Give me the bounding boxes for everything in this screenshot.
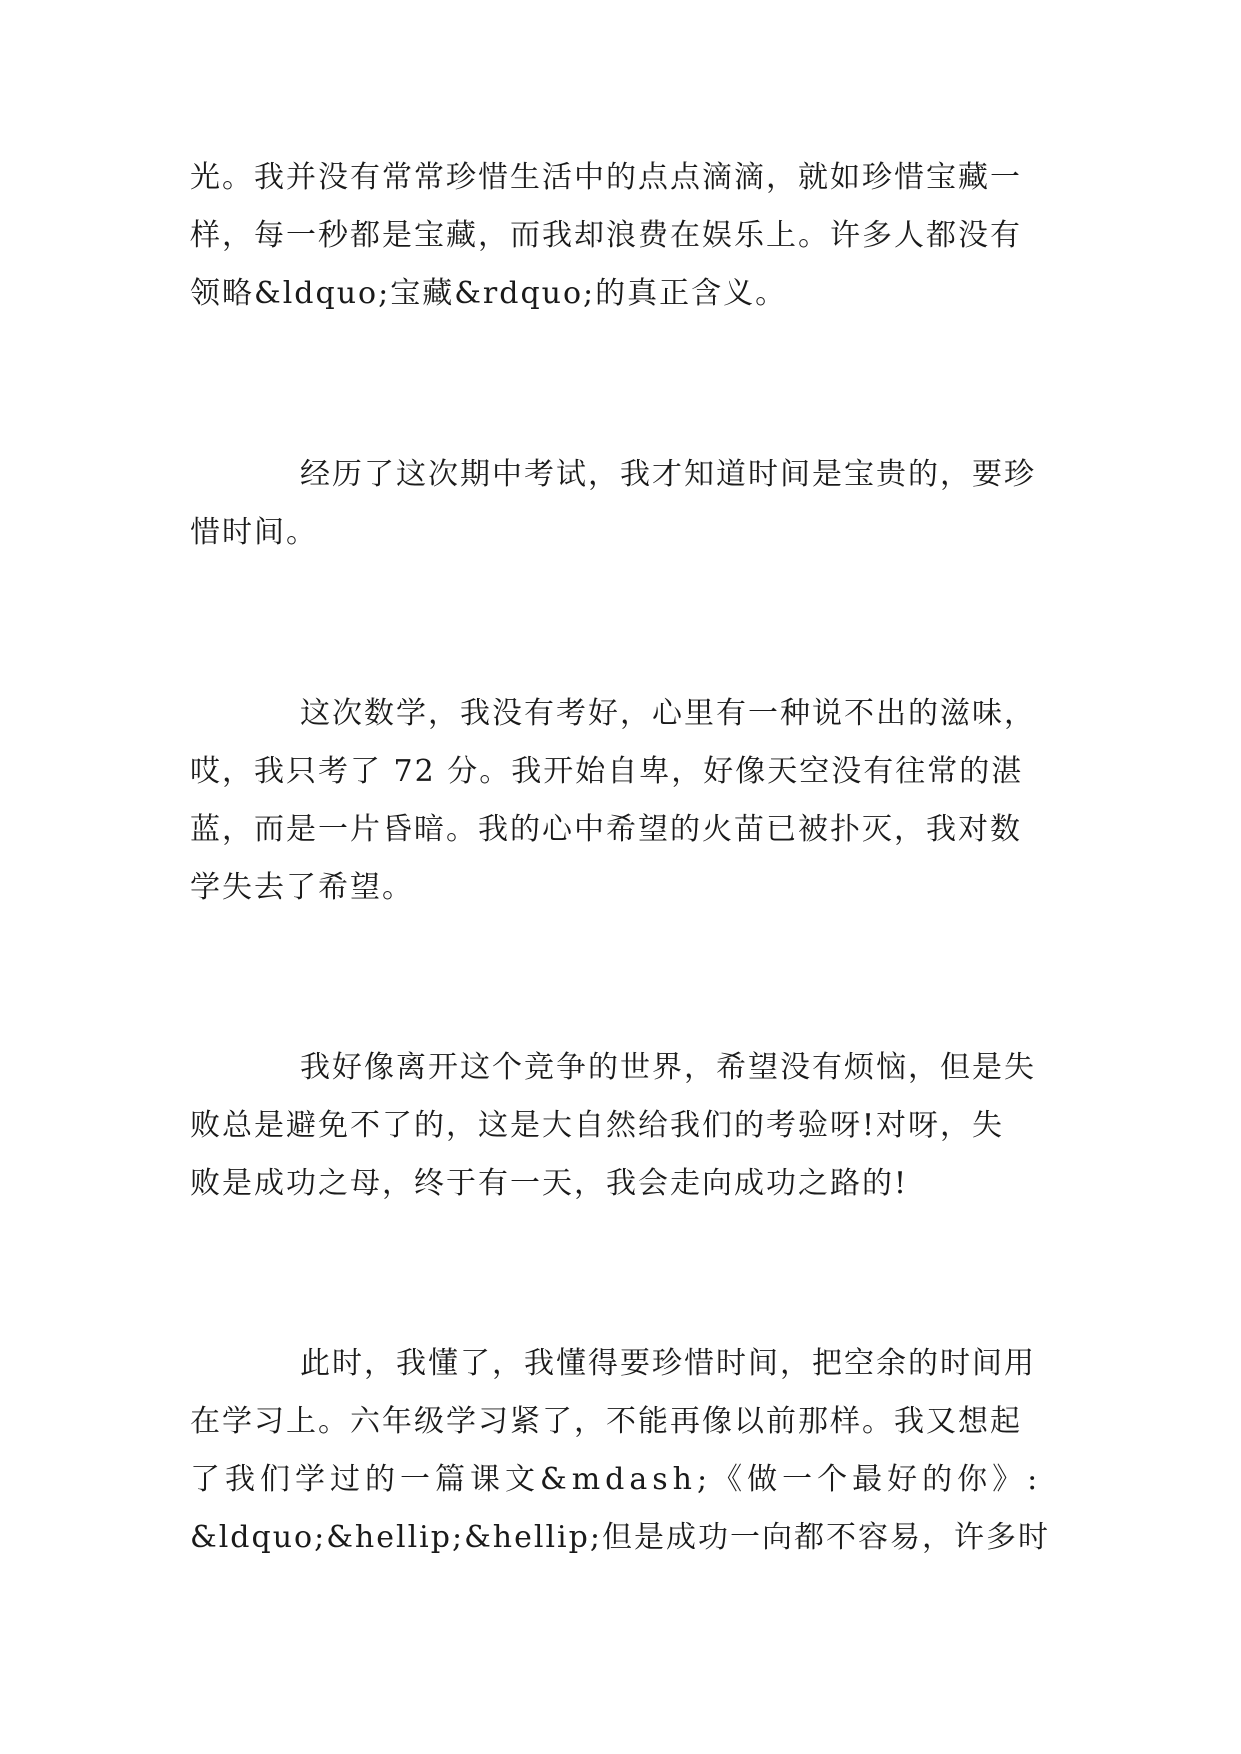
paragraph-2-line-1: 经历了这次期中考试，我才知道时间是宝贵的，要珍	[300, 457, 1036, 492]
paragraph-1-line-3: 领略&ldquo;宝藏&rdquo;的真正含义。	[190, 276, 788, 311]
paragraph-5-line-1: 此时，我懂了，我懂得要珍惜时间，把空余的时间用	[300, 1346, 1036, 1381]
paragraph-4-line-1: 我好像离开这个竞争的世界，希望没有烦恼，但是失	[300, 1050, 1036, 1085]
paragraph-4-line-3: 败是成功之母，终于有一天，我会走向成功之路的!	[190, 1166, 909, 1201]
paragraph-3-line-3: 蓝，而是一片昏暗。我的心中希望的火苗已被扑灭，我对数	[190, 812, 1022, 847]
paragraph-5-line-3: 了我们学过的一篇课文&mdash;《做一个最好的你》:	[190, 1462, 1043, 1497]
paragraph-5-line-2: 在学习上。六年级学习紧了，不能再像以前那样。我又想起	[190, 1404, 1022, 1439]
paragraph-4-line-2: 败总是避免不了的，这是大自然给我们的考验呀!对呀，失	[190, 1108, 1005, 1143]
paragraph-5-line-4: &ldquo;&hellip;&hellip;但是成功一向都不容易，许多时	[190, 1520, 1050, 1555]
paragraph-3-line-2: 哎，我只考了 72 分。我开始自卑，好像天空没有往常的湛	[190, 754, 1024, 789]
paragraph-3-line-1: 这次数学，我没有考好，心里有一种说不出的滋味，	[300, 696, 1036, 731]
paragraph-1-line-2: 样，每一秒都是宝藏，而我却浪费在娱乐上。许多人都没有	[190, 218, 1022, 253]
paragraph-2-line-2: 惜时间。	[190, 515, 318, 550]
paragraph-3-line-4: 学失去了希望。	[190, 870, 414, 905]
paragraph-1-line-1: 光。我并没有常常珍惜生活中的点点滴滴，就如珍惜宝藏一	[190, 160, 1022, 195]
